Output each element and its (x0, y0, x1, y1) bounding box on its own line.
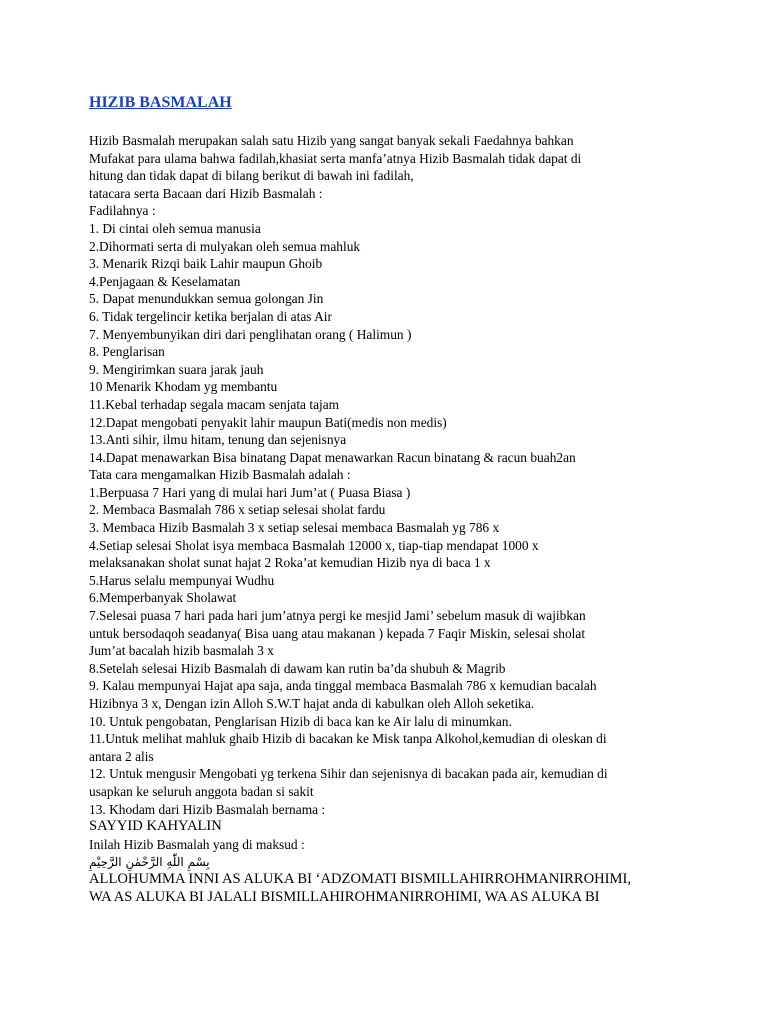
tatacara-item: melaksanakan sholat sunat hajat 2 Roka’at kemudian Hizib nya di baca 1 x (89, 555, 491, 571)
fadilah-item: 5. Dapat menundukkan semua golongan Jin (89, 291, 324, 307)
tatacara-item: 11.Untuk melihat mahluk ghaib Hizib di bacakan ke Misk tanpa Alkohol,kemudian di oleskan di (89, 731, 607, 747)
fadilah-item: 10 Menarik Khodam yg membantu (89, 379, 278, 395)
tatacara-item: Jum’at bacalah hizib basmalah 3 x (89, 643, 274, 659)
prayer-line: WA AS ALUKA BI JALALI BISMILLAHIROHMANIRROHIMI, WA AS ALUKA BI (89, 888, 600, 905)
fadilah-item: 1. Di cintai oleh semua manusia (89, 220, 261, 236)
fadilah-item: 4.Penjagaan & Keselamatan (89, 273, 241, 289)
tatacara-item: 13. Khodam dari Hizib Basmalah bernama : (89, 801, 326, 817)
tatacara-item: 1.Berpuasa 7 Hari yang di mulai hari Jum’at ( Puasa Biasa ) (89, 484, 411, 500)
fadilah-item: 13.Anti sihir, ilmu hitam, tenung dan sejenisnya (89, 432, 347, 448)
fadilah-item: 14.Dapat menawarkan Bisa binatang Dapat menawarkan Racun binatang & racun buah2an (89, 449, 576, 465)
khodam-name: SAYYID KAHYALIN (89, 818, 222, 835)
document-body (89, 93, 709, 907)
document-title[interactable]: HIZIB BASMALAH (89, 94, 232, 111)
intro-line: Mufakat para ulama bahwa fadilah,khasiat serta manfa’atnya Hizib Basmalah tidak dapat di (89, 150, 582, 166)
intro-line: hitung dan tidak dapat di bilang berikut di bawah ini fadilah, (89, 168, 414, 184)
fadilah-item: 6. Tidak tergelincir ketika berjalan di atas Air (89, 308, 332, 324)
intro-line: Hizib Basmalah merupakan salah satu Hizib yang sangat banyak sekali Faedahnya bahkan (89, 133, 574, 148)
tatacara-item: 8.Setelah selesai Hizib Basmalah di dawam kan rutin ba’da shubuh & Magrib (89, 660, 506, 676)
fadilah-item: 12.Dapat mengobati penyakit lahir maupun Bati(medis non medis) (89, 414, 447, 430)
fadilah-list (89, 220, 709, 466)
fadilah-item: 11.Kebal terhadap segala macam senjata tajam (89, 396, 340, 412)
tatacara-item: Hizibnya 3 x, Dengan izin Alloh S.W.T hajat anda di kabulkan oleh Alloh seketika. (89, 696, 535, 711)
fadilah-item: 2.Dihormati serta di mulyakan oleh semua mahluk (89, 238, 361, 254)
prayer-line: ALLOHUMMA INNI AS ALUKA BI ‘ADZOMATI BISMILLAHIRROHMANIRROHIMI, (89, 871, 631, 888)
prayer-text (89, 871, 709, 906)
tatacara-item: 6.Memperbanyak Sholawat (89, 590, 237, 606)
tatacara-item: 7.Selesai puasa 7 hari pada hari jum’atnya pergi ke mesjid Jami’ sebelum masuk di wajibkan (89, 608, 586, 624)
fadilah-item: 3. Menarik Rizqi baik Lahir maupun Ghoib (89, 256, 323, 272)
tatacara-item: 4.Setiap selesai Sholat isya membaca Basmalah 12000 x, tiap-tiap mendapat 1000 x (89, 537, 539, 553)
tatacara-heading: Tata cara mengamalkan Hizib Basmalah adalah : (89, 467, 351, 483)
tatacara-item: 10. Untuk pengobatan, Penglarisan Hizib di baca kan ke Air lalu di minumkan. (89, 713, 512, 729)
fadilah-item: 7. Menyembunyikan diri dari penglihatan orang ( Halimun ) (89, 326, 412, 342)
tatacara-list (89, 484, 709, 818)
arabic-bismillah: بِسْمِ اللّٰهِ الرَّحْمٰنِ الرَّحِيْمِ (89, 855, 210, 870)
intro-line: tatacara serta Bacaan dari Hizib Basmalah : (89, 185, 323, 201)
tatacara-item: 9. Kalau mempunyai Hajat apa saja, anda tinggal membaca Basmalah 786 x kemudian bacalah (89, 678, 597, 694)
tatacara-item: 2. Membaca Basmalah 786 x setiap selesai sholat fardu (89, 502, 386, 518)
fadilah-heading: Fadilahnya : (89, 203, 156, 219)
tatacara-item: antara 2 alis (89, 748, 154, 764)
tatacara-item: 5.Harus selalu mempunyai Wudhu (89, 572, 275, 588)
tatacara-item: usapkan ke seluruh anggota badan si sakit (89, 783, 314, 799)
intro-paragraph (89, 132, 709, 202)
tatacara-item: 3. Membaca Hizib Basmalah 3 x setiap selesai membaca Basmalah yg 786 x (89, 520, 500, 536)
fadilah-item: 9. Mengirimkan suara jarak jauh (89, 361, 264, 377)
tatacara-item: untuk bersodaqoh seadanya( Bisa uang atau makanan ) kepada 7 Faqir Miskin, selesai sholat (89, 625, 586, 641)
tatacara-item: 12. Untuk mengusir Mengobati yg terkena Sihir dan sejenisnya di bacakan pada air, kemudian di (89, 766, 608, 782)
fadilah-item: 8. Penglarisan (89, 344, 165, 360)
maksud-line: Inilah Hizib Basmalah yang di maksud : (89, 836, 305, 852)
